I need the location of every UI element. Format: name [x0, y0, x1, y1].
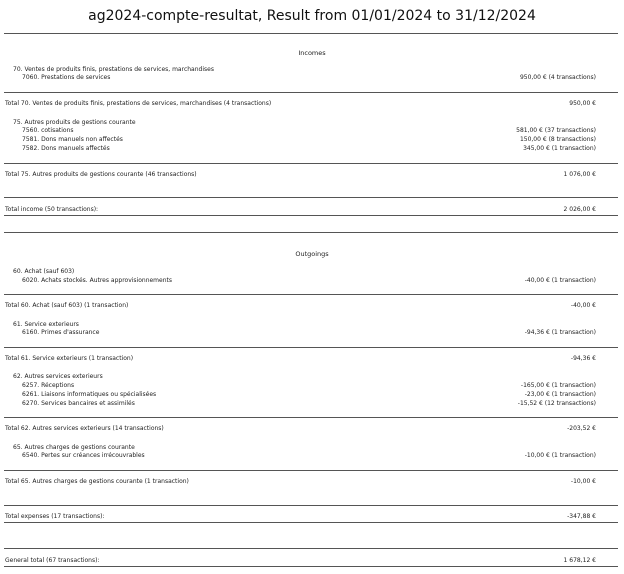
- account-amount-7560: 581,00 € (37 transactions): [516, 127, 596, 134]
- income-total-label: Total income (50 transactions):: [5, 206, 99, 213]
- group-label-62: 62. Autres services exterieurs: [13, 373, 103, 380]
- divider: [4, 470, 618, 471]
- divider: [4, 33, 618, 34]
- account-line-6261: 6261. Liaisons informatiques ou spécialisées: [22, 391, 157, 398]
- account-line-7060: 7060. Prestations de services: [22, 74, 111, 81]
- divider: [4, 566, 618, 567]
- account-amount-6257: -165,00 € (1 transaction): [520, 382, 596, 389]
- account-line-6020: 6020. Achats stockés. Autres approvisionnements: [22, 277, 173, 284]
- account-amount-6020: -40,00 € (1 transaction): [524, 277, 596, 284]
- account-line-6270: 6270. Services bancaires et assimilés: [22, 400, 135, 407]
- group-label-60: 60. Achat (sauf 603): [13, 268, 75, 275]
- group-label-75: 75. Autres produits de gestions courante: [13, 119, 136, 126]
- group-total-62: Total 62. Autres services exterieurs (14 transactions): [5, 425, 164, 432]
- divider: [4, 505, 618, 506]
- divider: [4, 163, 618, 164]
- account-amount-7581: 150,00 € (8 transactions): [519, 136, 596, 143]
- account-amount-6261: -23,00 € (1 transaction): [524, 391, 596, 398]
- account-amount-6270: -15,52 € (12 transactions): [517, 400, 596, 407]
- group-total-amount-60: -40,00 €: [570, 302, 596, 309]
- expenses-total-amount: -347,88 €: [567, 513, 596, 520]
- income-total-amount: 2 026,00 €: [563, 206, 596, 213]
- account-amount-6160: -94,36 € (1 transaction): [524, 329, 596, 336]
- account-line-6257: 6257. Réceptions: [22, 382, 75, 389]
- divider: [4, 522, 618, 523]
- group-total-amount-61: -94,36 €: [570, 355, 596, 362]
- group-label-65: 65. Autres charges de gestions courante: [13, 444, 135, 451]
- account-line-6160: 6160. Primes d'assurance: [22, 329, 100, 336]
- divider: [4, 215, 618, 216]
- report-title: ag2024-compte-resultat, Result from 01/01/2024 to 31/12/2024: [88, 8, 536, 24]
- divider: [4, 548, 618, 549]
- account-line-6540: 6540. Pertes sur créances irrécouvrables: [22, 452, 145, 459]
- account-line-7581: 7581. Dons manuels non affectés: [22, 136, 123, 143]
- group-total-70: Total 70. Ventes de produits finis, prestations de services, marchandises (4 transactions): [5, 100, 272, 107]
- divider: [4, 232, 618, 233]
- divider: [4, 294, 618, 295]
- account-amount-7060: 950,00 € (4 transactions): [519, 74, 596, 81]
- account-line-7582: 7582. Dons manuels affectés: [22, 145, 110, 152]
- divider: [4, 92, 618, 93]
- account-line-7560: 7560. cotisations: [22, 127, 74, 134]
- divider: [4, 417, 618, 418]
- divider: [4, 347, 618, 348]
- group-total-65: Total 65. Autres charges de gestions courante (1 transaction): [5, 478, 189, 485]
- expenses-total-label: Total expenses (17 transactions):: [5, 513, 105, 520]
- general-total-label: General total (67 transactions):: [5, 557, 100, 564]
- group-total-amount-62: -203,52 €: [567, 425, 596, 432]
- group-label-70: 70. Ventes de produits finis, prestations de services, marchandises: [13, 66, 214, 73]
- incomes-heading: Incomes: [298, 49, 326, 57]
- account-amount-7582: 345,00 € (1 transaction): [523, 145, 596, 152]
- group-total-amount-65: -10,00 €: [570, 478, 596, 485]
- outgoings-heading: Outgoings: [295, 250, 329, 258]
- group-total-75: Total 75. Autres produits de gestions courante (46 transactions): [5, 171, 197, 178]
- group-total-amount-75: 1 076,00 €: [563, 171, 596, 178]
- account-amount-6540: -10,00 € (1 transaction): [524, 452, 596, 459]
- group-label-61: 61. Service exterieurs: [13, 321, 79, 328]
- group-total-60: Total 60. Achat (sauf 603) (1 transaction): [5, 302, 129, 309]
- group-total-61: Total 61. Service exterieurs (1 transaction): [5, 355, 134, 362]
- divider: [4, 197, 618, 198]
- general-total-amount: 1 678,12 €: [563, 557, 596, 564]
- group-total-amount-70: 950,00 €: [569, 100, 596, 107]
